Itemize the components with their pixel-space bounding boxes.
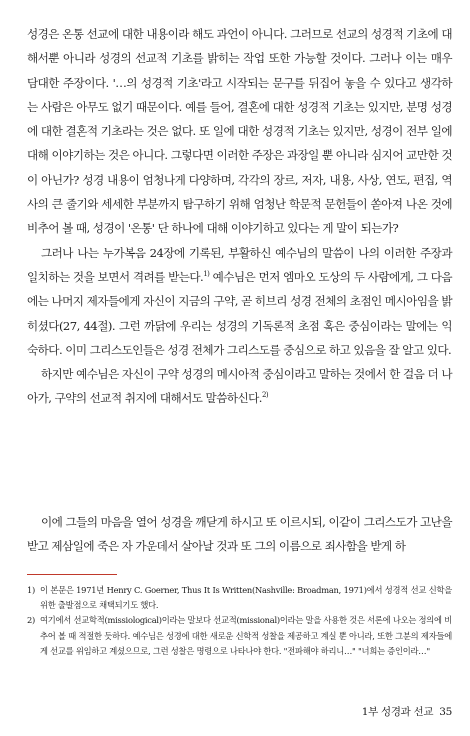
page-number: 35 <box>439 706 452 718</box>
footnote-2 <box>27 613 452 659</box>
footnote-ref-2[interactable]: 2) <box>261 391 269 400</box>
paragraph-3 <box>27 362 452 411</box>
paragraph-2 <box>27 241 452 362</box>
footnote-2-number: 2) <box>27 615 36 626</box>
running-footer <box>362 704 452 719</box>
block-quote: 이에 그들의 마음을 열어 성경을 깨닫게 하시고 또 이르시되, 이같이 그리스도가 고난을 받고 제삼일에 죽은 자 가운데서 살아날 것과 또 그의 이름으로 죄사함을 받게 하 <box>27 515 452 554</box>
paragraph-3-text: 하지만 예수님은 자신이 구약 성경의 메시아적 중심이라고 말하는 것에서 한 걸음 더 나아가, 구약의 선교적 취지에 대해서도 말씀하신다. <box>27 367 452 406</box>
footnote-2-text: 여기에서 선교학적(missiological)이라는 말보다 선교적(missional)이라는 말을 사용한 것은 서론에 나오는 정의에 비추어 볼 때 적절한 듯하다. 예수님은 성경에 대한 새로운 신학적 성찰을 제공하고 계실 뿐 아니라, 또한 그분의 제자들에게 선교를 위임하고 계셨으므로, 그런 성찰은 명령으로 나타나야 한다. "전파해야 하리니…" "너희는 증인이라…" <box>40 615 452 656</box>
body-text <box>27 22 452 411</box>
footer-section-title: 1부 성경과 선교 <box>361 706 434 718</box>
footnote-1-text: 이 본문은 1971년 Henry C. Goerner, Thus It Is Written(Nashville: Broadman, 1971)에서 성경적 선교 신학을 위한 출발점으로 채택되기도 했다. <box>40 585 452 611</box>
footnote-1 <box>27 583 452 613</box>
footnotes <box>27 583 452 659</box>
footnote-1-number: 1) <box>27 585 36 595</box>
footnote-ref-1[interactable]: 1) <box>203 270 210 279</box>
paragraph-2-text: 그러나 나는 누가복음 24장에 기록된, 부활하신 예수님의 말씀이 나의 이러한 주장과 일치하는 것을 보면서 격려를 받는다. <box>27 245 452 284</box>
paragraph-2-rest: 예수님은 먼저 엠마오 도상의 두 사람에게, 그 다음에는 나머지 제자들에게 자신이 지금의 구약, 곧 히브리 성경 전체의 초점인 메시아임을 밝히셨다(27, 44절). 그런 까닭에 우리는 성경의 기독론적 초점 혹은 중심이라는 말에는 익숙하다. 이미 그리스도인들은 성경 전체가 그리스도를 중심으로 하고 있음을 잘 알고 있다. <box>27 269 453 357</box>
paragraph-1: 성경은 온통 선교에 대한 내용이라 해도 과언이 아니다. 그러므로 선교의 성경적 기초에 대해서뿐 아니라 성경의 선교적 기초를 밝히는 작업 또한 가능할 것이다. 그러나 이는 매우 담대한 주장이다. '…의 성경적 기초'라고 시작되는 문구를 뒤집어 놓을 수 있다고 생각하는 사람은 아무도 없기 때문이다. 예를 들어, 결혼에 대한 성경적 기초는 있지만, 분명 성경에 대한 결혼적 기초라는 것은 없다. 또 일에 대한 성경적 기초는 있지만, 성경이 전부 일에 대해 이야기하는 것은 아니다. 그렇다면 이러한 주장은 과장일 뿐 아니라 심지어 교만한 것이 아닌가? 성경 내용이 엄청나게 다양하며, 각각의 장르, 저자, 내용, 사상, 연도, 편집, 역사의 큰 줄기와 세세한 부분까지 탐구하기 위해 엄청난 학문적 문헌들이 쏟아져 나온 것에 비추어 볼 때, 성경이 '온통' 단 하나에 대해 이야기하고 있다는 게 말이 되는가? <box>27 27 452 236</box>
footnote-divider <box>27 574 117 575</box>
